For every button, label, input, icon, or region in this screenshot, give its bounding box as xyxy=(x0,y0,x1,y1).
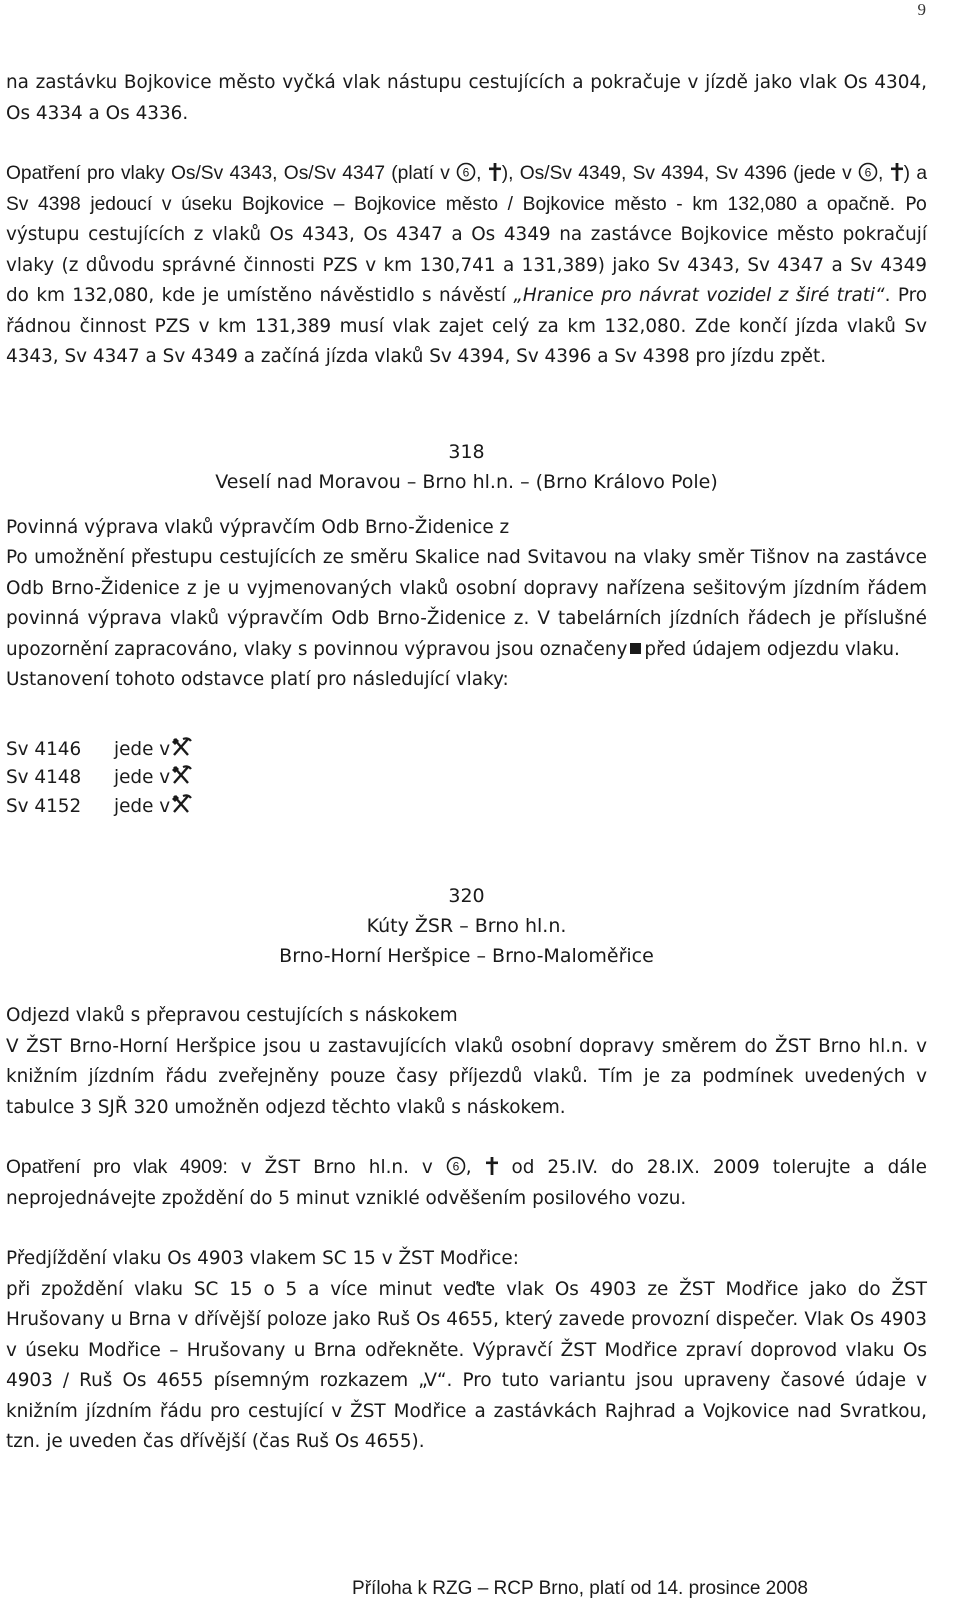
signal-name: „Hranice pro návrat vozidel z širé trati“ xyxy=(513,285,885,306)
section-318-number: 318 xyxy=(448,440,485,463)
section-320-heading-1: Odjezd vlaků s přepravou cestujících s náskokem xyxy=(6,1005,458,1026)
circled-six-icon xyxy=(858,162,878,182)
hammer-pick-icon xyxy=(170,793,192,815)
lead-sep: , xyxy=(878,163,890,184)
cross-icon xyxy=(485,1156,499,1176)
train-number: Sv 4152 xyxy=(6,795,82,817)
section-320-body-1: V ŽST Brno-Horní Heršpice jsou u zastavujících vlaků osobní dopravy směrem do ŽST Brno hl.n. v knižním jízdním řádu zveřejněny pouze časy příjezdů vlaků. Tím je za podmínek uvedených v tabulce 3 SJŘ 320 umožněn odjezd těchto vlaků s náskokem. xyxy=(6,1035,927,1118)
body-sep: , xyxy=(465,1157,485,1178)
train-4909-heading: Opatření pro vlak 4909: xyxy=(6,1157,228,1178)
circled-six-icon xyxy=(446,1156,466,1176)
paragraph-bojkovice xyxy=(6,159,927,373)
body-text-end: před údajem odjezdu vlaku. xyxy=(644,638,900,660)
section-320-title-2: Brno-Horní Heršpice – Brno-Maloměřice xyxy=(279,945,654,967)
bojkovice-body: Po výstupu cestujících z vlaků Os 4343, Os 4347 a Os 4349 na zastávce Bojkovice město pokračují vlaky (z důvodu správné činnosti PZS v km 130,741 a 131,389) jako Sv 4343, Sv 4347 a Sv 4349 do km 132,080, kde je umístěno návěstidlo s návěstí xyxy=(6,193,927,306)
bojkovice-section: jedoucí v úseku Bojkovice – Bojkovice město / Bojkovice město - km 132,080 a opačně. xyxy=(80,193,896,215)
page-footer: Příloha k RZG – RCP Brno, platí od 14. prosince 2008 xyxy=(352,1578,808,1599)
train-row xyxy=(6,793,927,822)
train-list xyxy=(6,736,927,822)
train-note: jede v xyxy=(114,767,171,788)
train-row xyxy=(6,764,927,793)
section-320-paragraph-2 xyxy=(6,1153,927,1214)
section-318-heading: Povinná výprava vlaků výpravčím Odb Brno-Židenice z xyxy=(6,516,510,538)
lead-part: ) a Sv 4398 xyxy=(6,163,927,215)
svg-text:6: 6 xyxy=(864,165,872,180)
section-320-number: 320 xyxy=(448,885,485,907)
section-318-body xyxy=(6,543,927,665)
cross-icon xyxy=(488,162,502,182)
train-number: Sv 4148 xyxy=(6,767,82,788)
black-square-icon xyxy=(630,643,641,654)
section-320-title-1: Kúty ŽSR – Brno hl.n. xyxy=(366,915,567,937)
train-note: jede v xyxy=(114,795,171,817)
body-text: Po umožnění přestupu cestujících ze směru Skalice nad Svitavou na vlaky směr Tišnov na zastávce Odb Brno-Židenice z je u vyjmenovaných vlaků osobní dopravy nařízena sešitovým jízdním řádem povinná výprava vlaků výpravčím Odb Brno-Židenice z. V tabelárních jízdních řádech je příslušné upozornění zapracováno, vlaky s povinnou výpravou jsou označeny xyxy=(6,547,927,660)
cross-icon xyxy=(890,162,904,182)
paragraph-intro: na zastávku Bojkovice město vyčká vlak nástupu cestujících a pokračuje v jízdě jako vlak Os 4304, Os 4334 a Os 4336. xyxy=(6,72,927,124)
train-note: jede v xyxy=(114,738,171,760)
section-320-body-3: při zpoždění vlaku SC 15 o 5 a více minut veďte vlak Os 4903 ze ŽST Modřice jako do ŽST Hrušovany u Brna v dřívější poloze jako Ruš Os 4655, který zavede provozní dispečer. Vlak Os 4903 v úseku Modřice – Hrušovany u Brna odřekněte. Výpravčí ŽST Modřice zpraví doprovod vlaku Os 4903 / Ruš Os 4655 písemným rozkazem „V“. Pro tuto variantu jsou upraveny časové údaje v knižním jízdním řádu pro cestující v ŽST Modřice a zastávkách Rajhrad a Vojkovice nad Svratkou, tzn. je uveden čas dřívější (čas Ruš Os 4655). xyxy=(6,1278,927,1452)
document-body xyxy=(6,68,927,1458)
bojkovice-body-end: . Pro řádnou činnost PZS v km 131,389 musí vlak zajet celý za km 132,080. Zde končí jízda vlaků Sv 4343, Sv 4347 a Sv 4349 a začíná jízda vlaků Sv 4394, Sv 4396 a Sv 4398 pro jízdu zpět. xyxy=(6,285,927,367)
train-row xyxy=(6,736,927,765)
body-text: v ŽST Brno hl.n. v xyxy=(227,1157,446,1178)
lead-part: ), Os/Sv 4349, Sv 4394, Sv 4396 (jede v xyxy=(501,163,859,184)
circled-six-icon xyxy=(456,162,476,182)
page-number: 9 xyxy=(917,0,926,19)
train-number: Sv 4146 xyxy=(6,738,82,760)
hammer-pick-icon xyxy=(170,736,192,758)
section-320-heading-3: Předjíždění vlaku Os 4903 vlakem SC 15 v ŽST Modřice: xyxy=(6,1248,519,1269)
lead-sep: , xyxy=(476,163,488,184)
hammer-pick-icon xyxy=(170,764,192,786)
svg-text:6: 6 xyxy=(462,165,470,180)
section-318-title: Veselí nad Moravou – Brno hl.n. – (Brno Královo Pole) xyxy=(215,470,718,493)
body-text-end: od 25.IV. do 28.IX. 2009 tolerujte a dále neprojednávejte zpoždění do 5 minut vzniklé odvěšením posilového vozu. xyxy=(6,1157,927,1209)
section-318-applies: Ustanovení tohoto odstavce platí pro následující vlaky: xyxy=(6,669,509,690)
svg-text:6: 6 xyxy=(452,1159,460,1174)
lead-part: Opatření pro vlaky Os/Sv 4343, Os/Sv 4347 (platí v xyxy=(6,163,457,184)
